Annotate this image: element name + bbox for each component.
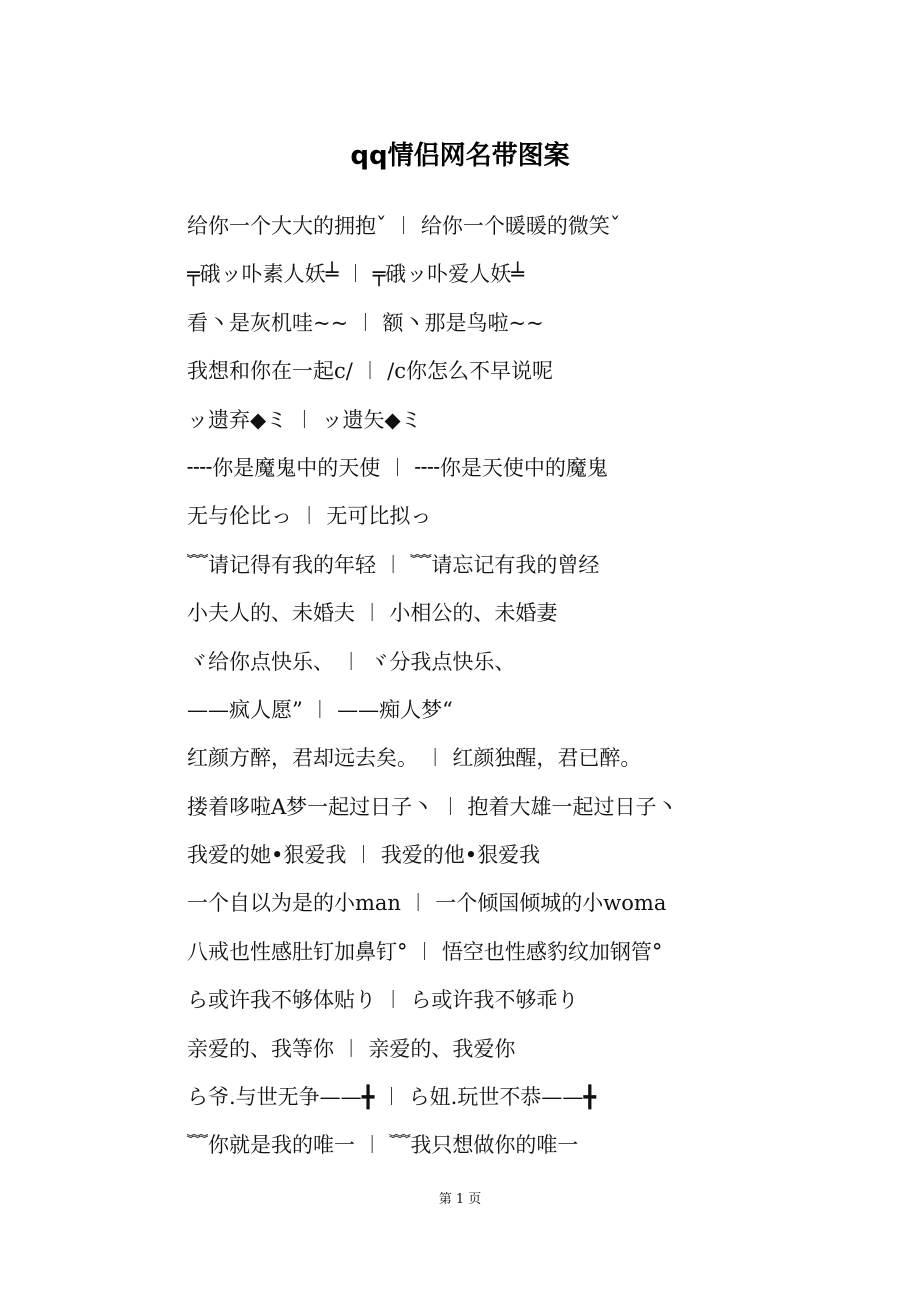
nickname-pair-line: 一个自以为是的小man ︱ 一个倾国倾城的小woma [187, 891, 667, 916]
nickname-pair-line: ﹌请记得有我的年轻 ︱ ﹌请忘记有我的曾经 [187, 552, 600, 577]
nickname-pair-line: 看丶是灰机哇~~ ︱ 额丶那是鸟啦~~ [187, 310, 544, 335]
nickname-pair-line: ら或许我不够体贴り ︱ ら或许我不够乖り [187, 988, 579, 1013]
page-title: qq情侣网名带图案 [350, 141, 570, 171]
nickname-pair-line: ッ遗弃◆ミ ︱ ッ遗矢◆ミ [187, 407, 422, 432]
nickname-pair-line: ╌╌你是魔鬼中的天使 ︱ ╌╌你是天使中的魔鬼 [187, 455, 608, 480]
nickname-pair-line: ╤硪ッ卟素人妖╧ ︱ ╤硪ッ卟爱人妖╧ [187, 262, 524, 287]
nickname-pair-line: ら爷.与世无争——╋ ︱ ら妞.玩世不恭——╋ [187, 1085, 596, 1110]
nickname-pair-line: ——疯人愿” ︱ ——痴人梦“ [187, 697, 453, 722]
nickname-pair-line: 给你一个大大的拥抱ˇ ︱ 给你一个暖暖的微笑ˇ [187, 214, 621, 238]
nickname-pair-line: 搂着哆啦A梦一起过日子丶 ︱ 抱着大雄一起过日子丶 [187, 794, 678, 819]
nickname-list [187, 202, 887, 1170]
nickname-pair-line: 红颜方醉，君却远去矣。 ︱ 红颜独醒，君已醉。 [187, 746, 642, 771]
nickname-pair-line: 我想和你在一起c/ ︱ /c你怎么不早说呢 [187, 359, 554, 384]
page-number: 第 1 页 [438, 1192, 482, 1207]
nickname-pair-line: 小夫人的、未婚夫 ︱ 小相公的、未婚妻 [187, 601, 558, 626]
nickname-pair-line: 亲爱的、我等你 ︱ 亲爱的、我爱你 [187, 1036, 516, 1061]
nickname-pair-line: 我爱的她•狠爱我 ︱ 我爱的他•狠爱我 [187, 843, 541, 868]
nickname-pair-line: ﹌你就是我的唯一 ︱ ﹌我只想做你的唯一 [187, 1133, 579, 1158]
nickname-pair-line: ヾ给你点快乐、 ︱ ヾ分我点快乐、 [187, 649, 516, 674]
nickname-pair-line: 八戒也性感肚钉加鼻钉° ︱ 悟空也性感豹纹加钢管° [187, 939, 663, 964]
nickname-pair-line: 无与伦比っ ︱ 无可比拟っ [187, 504, 432, 529]
